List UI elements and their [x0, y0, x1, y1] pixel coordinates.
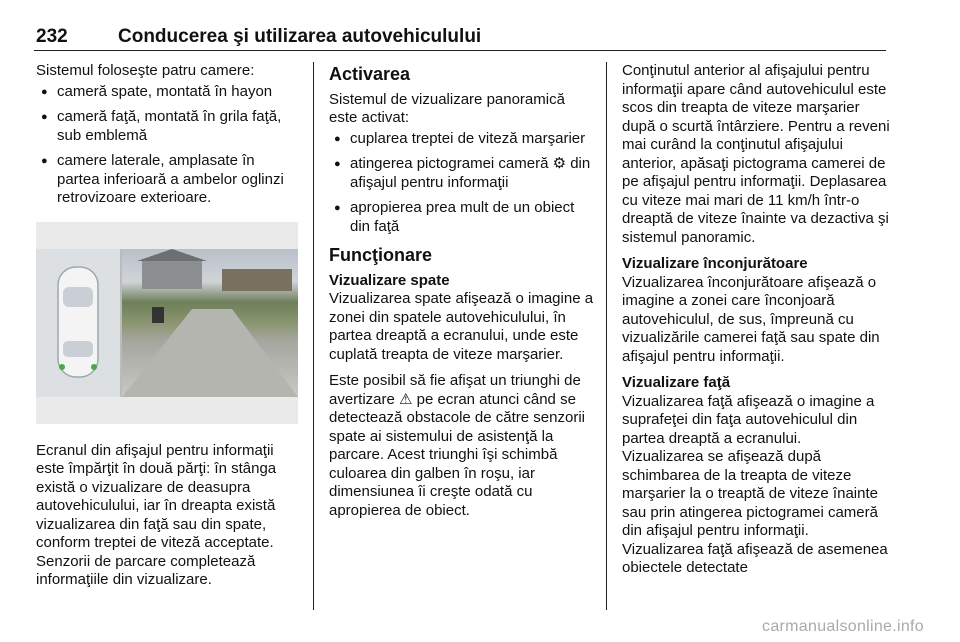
warning-triangle-text: Este posibil să fie afişat un triunghi de avertizare ⚠ pe ecran atunci când se detectează obstacole de către senzorii spate ai sistemului de asistenţă la parcare. Acest triunghi îşi schimbă culoarea din galben în roşu, iar dimensiunea îi creşte odată cu apropierea de obiect.	[329, 372, 585, 519]
cameras-intro: Sistemul foloseşte patru camere:	[36, 62, 255, 79]
fata-text-2: Vizualizarea se afişează după schimbarea de la treapta de viteze marşarier la o treaptă de viteze înainte sau prin atingerea pictogramei cameră din afişajul pentru informaţii. Vizualizarea faţă afişează de asemenea obiectele detectate	[622, 448, 888, 576]
heading-activare: Activarea	[329, 64, 411, 84]
page-header	[36, 26, 481, 48]
overhead-view-pane	[36, 249, 122, 397]
list-item: ● atingerea pictogramei cameră ⚙ din afişajul pentru informaţii	[329, 155, 597, 192]
list-item: ● cameră faţă, montată în grila faţă, sub emblemă	[36, 108, 298, 145]
watermark: carmanualsonline.info	[762, 618, 924, 635]
list-item: ● cuplarea treptei de viteză marşarier	[329, 130, 597, 149]
inconjuratoare-text: Vizualizarea înconjurătoare afişează o imagine a zonei care înconjoară autovehiculul, de sus, împreună cu vizualizările camerei faţă sau spate din afişajul pentru informaţii.	[622, 273, 880, 365]
heading-functionare: Funcţionare	[329, 245, 433, 265]
activare-text: Sistemul de vizualizare panoramică este activat:	[329, 90, 565, 126]
column-1	[36, 62, 298, 590]
display-description: Ecranul din afişajul pentru informaţii este împărţit în două părţi: în stânga există o vizualizare de deasupra autovehiculului, iar în dreapta există vizualizarea din faţă sau din spate, conform treptei de viteză acceptate. Senzorii de parcare completează informaţiile din vizualizare.	[36, 441, 277, 588]
column-2	[329, 62, 597, 520]
return-text: Conţinutul anterior al afişajului pentru informaţii apare când autovehiculul este scos din treapta de viteze marşarier după o scurtă întârziere. Pentru a reveni mai curând la conţinutul afişajului anterior, apăsaţi pictograma camerei de pe afişajul pentru informaţii. Deplasarea cu viteze mai mari de 11 km/h într-o dreaptă de viteze înainte va dezactiva şi sistemul panoramic.	[622, 62, 890, 246]
list-item: ● cameră spate, montată în hayon	[36, 83, 298, 102]
car-top-icon	[36, 249, 120, 397]
list-item: ● camere laterale, amplasate în partea inferioară a ambelor oglinzi retrovizoare exterioare.	[36, 152, 298, 208]
cameras-list	[36, 83, 298, 208]
heading-vizualizare-inconjuratoare: Vizualizare înconjurătoare	[622, 255, 808, 272]
page-number: 232	[36, 26, 68, 47]
heading-vizualizare-spate: Vizualizare spate	[329, 271, 450, 289]
heading-vizualizare-fata: Vizualizare faţă	[622, 374, 731, 391]
page-title: Conducerea şi utilizarea autovehiculului	[118, 26, 482, 47]
driveway-scene-icon	[122, 249, 298, 397]
list-item: ● apropierea prea mult de un obiect din faţă	[329, 199, 597, 236]
header-rule	[34, 50, 886, 51]
camera-display-photo	[36, 222, 298, 424]
activation-list	[329, 130, 597, 237]
rear-camera-view-pane	[122, 249, 298, 397]
column-3	[622, 62, 890, 578]
spate-text: Vizualizarea spate afişează o imagine a zonei din spatele autovehiculului, în partea dreaptă a ecranului, unde este cuplată treapta de viteze marşarier.	[329, 290, 594, 363]
fata-text-1: Vizualizarea faţă afişează o imagine a suprafeţei din faţa autovehiculul din partea dreaptă a ecranului.	[622, 392, 875, 447]
column-divider-2	[606, 62, 607, 610]
column-divider-1	[313, 62, 314, 610]
